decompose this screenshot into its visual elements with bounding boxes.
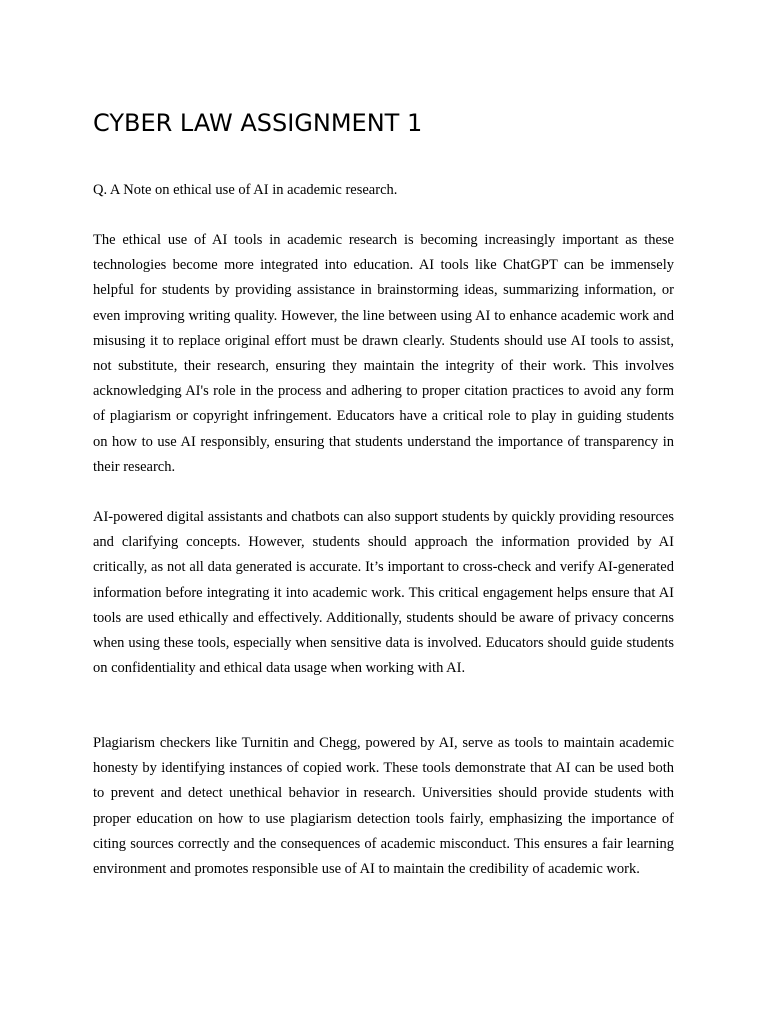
question-line: Q. A Note on ethical use of AI in academic research. — [93, 182, 398, 198]
body-paragraph-1: The ethical use of AI tools in academic research is becoming increasingly important as these technologies become more integrated into education. AI tools like ChatGPT can be immensely helpful for students by providing assistance in brainstorming ideas, summarizing information, or even improving writing quality. However, the line between using AI to enhance academic work and misusing it to replace original effort must be drawn clearly. Students should use AI tools to assist, not substitute, their research, ensuring they maintain the integrity of their work. This involves acknowledging AI's role in the process and adhering to proper citation practices to avoid any form of plagiarism or copyright infringement. Educators have a critical role to play in guiding students on how to use AI responsibly, ensuring that students understand the importance of transparency in their research. — [93, 232, 674, 475]
body-paragraph-3: Plagiarism checkers like Turnitin and Chegg, powered by AI, serve as tools to maintain academic honesty by identifying instances of copied work. These tools demonstrate that AI can be used both to prevent and detect unethical behavior in research. Universities should provide students with proper education on how to use plagiarism detection tools fairly, emphasizing the importance of citing sources correctly and the consequences of academic misconduct. This ensures a fair learning environment and promotes responsible use of AI to maintain the credibility of academic work. — [93, 735, 674, 878]
document-title: CYBER LAW ASSIGNMENT 1 — [93, 109, 423, 137]
body-paragraph-2: AI-powered digital assistants and chatbots can also support students by quickly providing resources and clarifying concepts. However, students should approach the information provided by AI critically, as not all data generated is accurate. It’s important to cross-check and verify AI-generated information before integrating it into academic work. This critical engagement helps ensure that AI tools are used ethically and effectively. Additionally, students should be aware of privacy concerns when using these tools, especially when sensitive data is involved. Educators should guide students on confidentiality and ethical data usage when working with AI. — [93, 509, 674, 677]
